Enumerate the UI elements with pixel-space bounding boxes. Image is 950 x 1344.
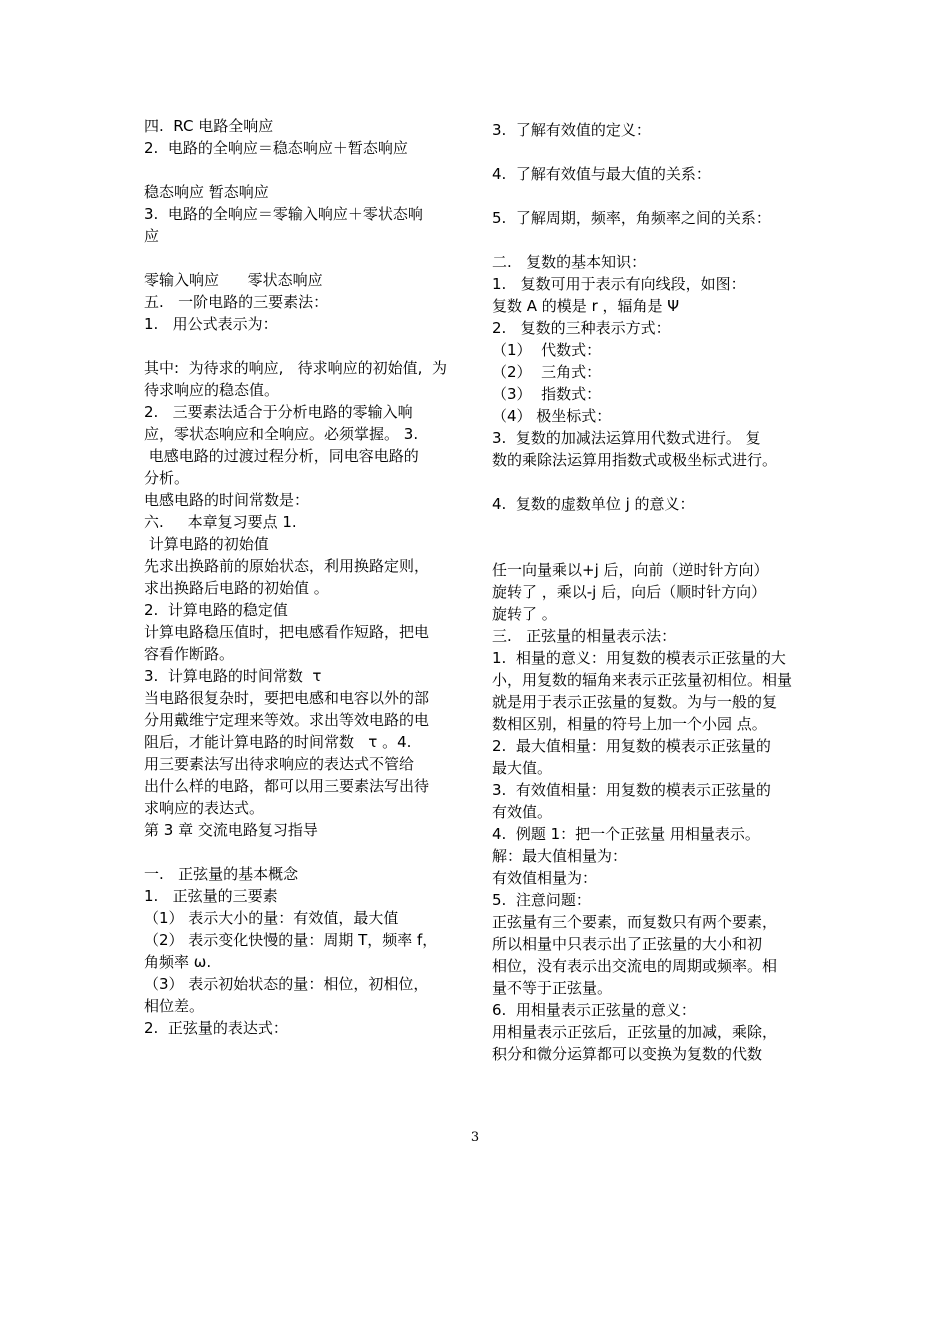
text-line <box>492 515 818 537</box>
text-line: （1） 表示大小的量：有效值，最大值 <box>144 909 399 927</box>
text-line: 容看作断路。 <box>144 645 235 663</box>
text-line: 旋转了 。 <box>492 605 557 623</box>
text-line: 当电路很复杂时，要把电感和电容以外的部 <box>144 689 430 707</box>
text-line: 就是用于表示正弦量的复数。为与一般的复 <box>492 693 778 711</box>
text-line: 任一向量乘以+j 后，向前（逆时针方向） <box>492 561 769 579</box>
text-line <box>492 229 818 251</box>
text-line: 2. 正弦量的表达式： <box>144 1019 288 1037</box>
left-text-column <box>144 115 474 1039</box>
text-line: 2. 最大值相量：用复数的模表示正弦量的 <box>492 737 771 755</box>
text-line: （3） 表示初始状态的量：相位，初相位， <box>144 975 429 993</box>
text-line: 6. 用相量表示正弦量的意义： <box>492 1001 696 1019</box>
text-line: 一. 正弦量的基本概念 <box>144 865 299 883</box>
text-line: 四. RC 电路全响应 <box>144 117 274 135</box>
text-line: 3. 复数的加减法运算用代数式进行。 复 <box>492 429 761 447</box>
text-line: 分用戴维宁定理来等效。求出等效电路的电 <box>144 711 430 729</box>
text-line: 相位，没有表示出交流电的周期或频率。相 <box>492 957 778 975</box>
text-line: 相位差。 <box>144 997 205 1015</box>
right-text-column <box>492 119 818 1065</box>
text-line: 正弦量有三个要素，而复数只有两个要素， <box>492 913 778 931</box>
text-line: 计算电路的初始值 <box>144 535 269 553</box>
text-line: 求响应的表达式。 <box>144 799 265 817</box>
text-line: 最大值。 <box>492 759 553 777</box>
text-line: 2. 复数的三种表示方式： <box>492 319 671 337</box>
text-line <box>144 841 474 863</box>
text-line: 阻后，才能计算电路的时间常数 τ 。4. <box>144 733 412 751</box>
text-line: （3） 指数式： <box>492 385 602 403</box>
text-line: 用相量表示正弦后，正弦量的加减，乘除， <box>492 1023 778 1041</box>
text-line: 计算电路稳压值时，把电感看作短路，把电 <box>144 623 430 641</box>
text-line: 5. 注意问题： <box>492 891 591 909</box>
text-line: 二. 复数的基本知识： <box>492 253 647 271</box>
text-line: （1） 代数式： <box>492 341 602 359</box>
text-line: 角频率 ω. <box>144 953 212 971</box>
text-line: 电感电路的时间常数是： <box>144 491 310 509</box>
text-line: （2） 三角式： <box>492 363 602 381</box>
text-line <box>492 537 818 559</box>
text-line: 旋转了 ，乘以-j 后，向后（顺时针方向） <box>492 583 767 601</box>
text-line: 3. 计算电路的时间常数 τ <box>144 667 322 685</box>
text-line: 应 <box>144 227 160 245</box>
text-line: 先求出换路前的原始状态，利用换路定则， <box>144 557 430 575</box>
text-line: 小，用复数的辐角来表示正弦量初相位。相量 <box>492 671 793 689</box>
text-line: 量不等于正弦量。 <box>492 979 613 997</box>
text-line: （2） 表示变化快慢的量：周期 T，频率 f， <box>144 931 438 949</box>
text-line: 第 3 章 交流电路复习指导 <box>144 821 318 839</box>
text-line <box>144 159 474 181</box>
text-line: 分析。 <box>144 469 190 487</box>
text-line <box>144 335 474 357</box>
text-line: 2. 电路的全响应＝稳态响应＋暂态响应 <box>144 139 408 157</box>
text-line: 求出换路后电路的初始值 。 <box>144 579 329 597</box>
text-line: 3. 了解有效值的定义： <box>492 121 651 139</box>
text-line: 4. 复数的虚数单位 j 的意义： <box>492 495 695 513</box>
text-line: 复数 A 的模是 r ，辐角是 Ψ <box>492 297 680 315</box>
text-line: 积分和微分运算都可以变换为复数的代数 <box>492 1045 763 1063</box>
text-line: 1. 正弦量的三要素 <box>144 887 278 905</box>
text-line: 待求响应的稳态值。 <box>144 381 280 399</box>
text-line: 所以相量中只表示出了正弦量的大小和初 <box>492 935 763 953</box>
text-line: 1. 用公式表示为： <box>144 315 278 333</box>
text-line: 1. 复数可用于表示有向线段，如图： <box>492 275 746 293</box>
text-line <box>492 141 818 163</box>
text-line: 数的乘除法运算用指数式或极坐标式进行。 <box>492 451 778 469</box>
text-line: 4. 例题 1：把一个正弦量 用相量表示。 <box>492 825 760 843</box>
text-line: 解：最大值相量为： <box>492 847 628 865</box>
text-line: 数相区别，相量的符号上加一个小园 点。 <box>492 715 767 733</box>
text-line: 应，零状态响应和全响应。必须掌握。 3. <box>144 425 419 443</box>
text-line: 有效值。 <box>492 803 553 821</box>
text-line: 3. 有效值相量：用复数的模表示正弦量的 <box>492 781 771 799</box>
text-line: 有效值相量为： <box>492 869 598 887</box>
text-line: 电感电路的过渡过程分析，同电容电路的 <box>144 447 419 465</box>
text-line: 出什么样的电路，都可以用三要素法写出待 <box>144 777 430 795</box>
text-line: 其中: 为待求的响应, 待求响应的初始值, 为 <box>144 359 447 377</box>
text-line: 三. 正弦量的相量表示法： <box>492 627 677 645</box>
text-line: 零输入响应 零状态响应 <box>144 271 323 289</box>
text-line: 用三要素法写出待求响应的表达式不管给 <box>144 755 415 773</box>
text-line: 五. 一阶电路的三要素法： <box>144 293 329 311</box>
page-number: 3 <box>470 1130 480 1145</box>
text-line: 六. 本章复习要点 1. <box>144 513 297 531</box>
text-line: 3. 电路的全响应＝零输入响应＋零状态响 <box>144 205 423 223</box>
text-line <box>144 247 474 269</box>
text-line: 1. 相量的意义：用复数的模表示正弦量的大 <box>492 649 786 667</box>
text-line <box>492 185 818 207</box>
text-line <box>492 471 818 493</box>
text-line: 2. 三要素法适合于分析电路的零输入响 <box>144 403 413 421</box>
text-line: 2. 计算电路的稳定值 <box>144 601 288 619</box>
text-line: 4. 了解有效值与最大值的关系： <box>492 165 711 183</box>
text-line: （4） 极坐标式： <box>492 407 612 425</box>
text-line: 5. 了解周期，频率，角频率之间的关系： <box>492 209 771 227</box>
text-line: 稳态响应 暂态响应 <box>144 183 269 201</box>
